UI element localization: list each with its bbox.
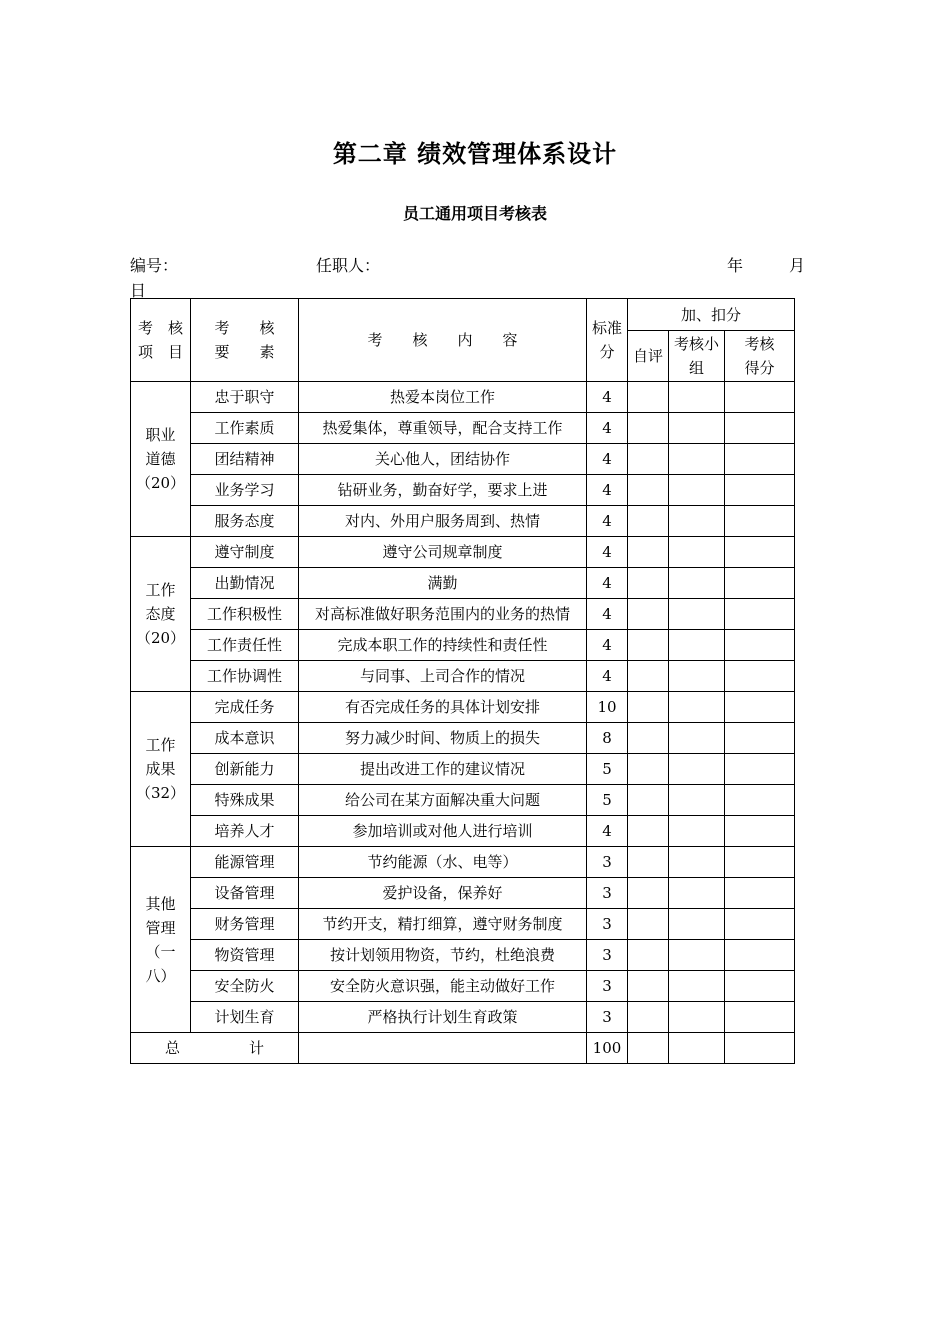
- final-score-cell[interactable]: [725, 971, 795, 1002]
- final-score-cell[interactable]: [725, 568, 795, 599]
- content-cell: 参加培训或对他人进行培训: [299, 816, 587, 847]
- category-label-line: 管理: [145, 918, 176, 937]
- team-eval-cell[interactable]: [669, 785, 725, 816]
- standard-score-cell: 3: [587, 1002, 628, 1033]
- team-eval-cell[interactable]: [669, 940, 725, 971]
- table-row: [131, 785, 795, 816]
- total-final-cell[interactable]: [725, 1033, 795, 1064]
- team-eval-cell[interactable]: [669, 723, 725, 754]
- header-item-line2: 项 目: [137, 343, 183, 361]
- self-eval-cell[interactable]: [628, 847, 669, 878]
- final-score-cell[interactable]: [725, 909, 795, 940]
- header-element-cell: [191, 299, 299, 382]
- header-element-line1: 考 核: [214, 319, 275, 337]
- self-eval-cell[interactable]: [628, 413, 669, 444]
- final-score-cell[interactable]: [725, 940, 795, 971]
- header-std-line1: 标准: [591, 319, 622, 337]
- element-cell: 服务态度: [191, 506, 299, 537]
- header-std-line2: 分: [599, 343, 615, 361]
- standard-score-cell: 4: [587, 599, 628, 630]
- standard-score-cell: 4: [587, 537, 628, 568]
- year-label: 年: [727, 256, 744, 275]
- final-score-cell[interactable]: [725, 537, 795, 568]
- header-score-cell: [725, 331, 795, 382]
- final-score-cell[interactable]: [725, 475, 795, 506]
- table-row: [131, 382, 795, 413]
- month-label: 月: [789, 256, 806, 275]
- total-self-cell[interactable]: [628, 1033, 669, 1064]
- content-cell: 对高标准做好职务范围内的业务的热情: [299, 599, 587, 630]
- header-adjust-cell: 加、扣分: [628, 299, 795, 331]
- element-cell: 完成任务: [191, 692, 299, 723]
- header-row: [131, 299, 795, 331]
- team-eval-cell[interactable]: [669, 630, 725, 661]
- table-row: [131, 413, 795, 444]
- final-score-cell[interactable]: [725, 754, 795, 785]
- table-row: [131, 506, 795, 537]
- team-eval-cell[interactable]: [669, 816, 725, 847]
- standard-score-cell: 3: [587, 878, 628, 909]
- evaluation-table: [130, 298, 795, 1064]
- content-cell: 努力减少时间、物质上的损失: [299, 723, 587, 754]
- self-eval-cell[interactable]: [628, 723, 669, 754]
- team-eval-cell[interactable]: [669, 599, 725, 630]
- final-score-cell[interactable]: [725, 1002, 795, 1033]
- content-cell: 节约开支，精打细算，遵守财务制度: [299, 909, 587, 940]
- team-eval-cell[interactable]: [669, 382, 725, 413]
- self-eval-cell[interactable]: [628, 537, 669, 568]
- header-team-cell: [669, 331, 725, 382]
- final-score-cell[interactable]: [725, 878, 795, 909]
- total-content-cell: [299, 1033, 587, 1064]
- self-eval-cell[interactable]: [628, 661, 669, 692]
- content-cell: 爱护设备，保养好: [299, 878, 587, 909]
- table-row: [131, 1002, 795, 1033]
- self-eval-cell[interactable]: [628, 816, 669, 847]
- header-score-line1: 考核: [744, 335, 775, 353]
- team-eval-cell[interactable]: [669, 661, 725, 692]
- category-label-line: 工作: [145, 736, 176, 754]
- standard-score-cell: 3: [587, 940, 628, 971]
- standard-score-cell: 3: [587, 847, 628, 878]
- category-cell: [131, 382, 191, 537]
- element-cell: 忠于职守: [191, 382, 299, 413]
- content-cell: 遵守公司规章制度: [299, 537, 587, 568]
- element-cell: 遵守制度: [191, 537, 299, 568]
- category-label-line: （32）: [135, 784, 186, 802]
- standard-score-cell: 4: [587, 475, 628, 506]
- standard-score-cell: 5: [587, 785, 628, 816]
- final-score-cell[interactable]: [725, 661, 795, 692]
- element-cell: 工作积极性: [191, 599, 299, 630]
- category-label-line: 职业: [145, 426, 176, 444]
- header-self-cell: 自评: [628, 331, 669, 382]
- self-eval-cell[interactable]: [628, 568, 669, 599]
- final-score-cell[interactable]: [725, 785, 795, 816]
- day-label: 日: [130, 281, 147, 300]
- self-eval-cell[interactable]: [628, 630, 669, 661]
- self-eval-cell[interactable]: [628, 940, 669, 971]
- self-eval-cell[interactable]: [628, 692, 669, 723]
- header-item-cell: [131, 299, 191, 382]
- element-cell: 团结精神: [191, 444, 299, 475]
- final-score-cell[interactable]: [725, 723, 795, 754]
- element-cell: 设备管理: [191, 878, 299, 909]
- final-score-cell[interactable]: [725, 816, 795, 847]
- self-eval-cell[interactable]: [628, 506, 669, 537]
- category-cell: [131, 692, 191, 847]
- element-cell: 安全防火: [191, 971, 299, 1002]
- category-label-line: 八）: [145, 966, 176, 985]
- self-eval-cell[interactable]: [628, 444, 669, 475]
- element-cell: 业务学习: [191, 475, 299, 506]
- standard-score-cell: 4: [587, 661, 628, 692]
- table-row: [131, 444, 795, 475]
- self-eval-cell[interactable]: [628, 475, 669, 506]
- table-row: [131, 723, 795, 754]
- final-score-cell[interactable]: [725, 847, 795, 878]
- person-label: 任职人：: [316, 256, 381, 275]
- category-label-line: （20）: [135, 629, 186, 647]
- self-eval-cell[interactable]: [628, 971, 669, 1002]
- table-row: [131, 971, 795, 1002]
- table-row: [131, 692, 795, 723]
- final-score-cell[interactable]: [725, 692, 795, 723]
- table-row: [131, 599, 795, 630]
- category-label-line: 态度: [145, 605, 176, 623]
- element-cell: 成本意识: [191, 723, 299, 754]
- total-team-cell[interactable]: [669, 1033, 725, 1064]
- content-cell: 钻研业务，勤奋好学，要求上进: [299, 475, 587, 506]
- team-eval-cell[interactable]: [669, 692, 725, 723]
- form-title: 员工通用项目考核表: [402, 204, 547, 223]
- total-score-cell: 100: [587, 1033, 628, 1064]
- total-label-b: 计: [248, 1039, 264, 1057]
- content-cell: 满勤: [299, 568, 587, 599]
- content-cell: 提出改进工作的建议情况: [299, 754, 587, 785]
- content-cell: 给公司在某方面解决重大问题: [299, 785, 587, 816]
- final-score-cell[interactable]: [725, 630, 795, 661]
- element-cell: 财务管理: [191, 909, 299, 940]
- team-eval-cell[interactable]: [669, 878, 725, 909]
- table-row: [131, 630, 795, 661]
- standard-score-cell: 4: [587, 630, 628, 661]
- standard-score-cell: 4: [587, 568, 628, 599]
- team-eval-cell[interactable]: [669, 413, 725, 444]
- self-eval-cell[interactable]: [628, 909, 669, 940]
- element-cell: 计划生育: [191, 1002, 299, 1033]
- header-score-line2: 得分: [744, 359, 775, 377]
- element-cell: 能源管理: [191, 847, 299, 878]
- table-row: [131, 754, 795, 785]
- final-score-cell[interactable]: [725, 413, 795, 444]
- element-cell: 物资管理: [191, 940, 299, 971]
- category-cell: [131, 847, 191, 1033]
- self-eval-cell[interactable]: [628, 1002, 669, 1033]
- header-std-cell: [587, 299, 628, 382]
- header-team-line2: 组: [688, 359, 704, 377]
- content-cell: 关心他人，团结协作: [299, 444, 587, 475]
- team-eval-cell[interactable]: [669, 475, 725, 506]
- element-cell: 创新能力: [191, 754, 299, 785]
- team-eval-cell[interactable]: [669, 909, 725, 940]
- final-score-cell[interactable]: [725, 599, 795, 630]
- content-cell: 安全防火意识强，能主动做好工作: [299, 971, 587, 1002]
- table-row: [131, 568, 795, 599]
- standard-score-cell: 10: [587, 692, 628, 723]
- element-cell: 工作协调性: [191, 661, 299, 692]
- standard-score-cell: 3: [587, 971, 628, 1002]
- content-cell: 按计划领用物资，节约，杜绝浪费: [299, 940, 587, 971]
- standard-score-cell: 4: [587, 816, 628, 847]
- content-cell: 节约能源（水、电等）: [299, 847, 587, 878]
- self-eval-cell[interactable]: [628, 785, 669, 816]
- team-eval-cell[interactable]: [669, 506, 725, 537]
- element-cell: 工作责任性: [191, 630, 299, 661]
- table-row: [131, 847, 795, 878]
- content-cell: 有否完成任务的具体计划安排: [299, 692, 587, 723]
- team-eval-cell[interactable]: [669, 847, 725, 878]
- self-eval-cell[interactable]: [628, 382, 669, 413]
- chapter-title: 第二章 绩效管理体系设计: [332, 139, 618, 168]
- standard-score-cell: 4: [587, 382, 628, 413]
- standard-score-cell: 3: [587, 909, 628, 940]
- element-cell: 出勤情况: [191, 568, 299, 599]
- self-eval-cell[interactable]: [628, 754, 669, 785]
- category-label-line: （20）: [135, 474, 186, 492]
- category-label-line: 工作: [145, 581, 176, 599]
- final-score-cell[interactable]: [725, 382, 795, 413]
- total-label-cell: [131, 1033, 299, 1064]
- content-cell: 严格执行计划生育政策: [299, 1002, 587, 1033]
- self-eval-cell[interactable]: [628, 878, 669, 909]
- category-label-line: （一: [145, 942, 176, 961]
- table-row: [131, 537, 795, 568]
- content-cell: 对内、外用户服务周到、热情: [299, 506, 587, 537]
- category-label-line: 道德: [145, 450, 176, 468]
- team-eval-cell[interactable]: [669, 754, 725, 785]
- header-team-line1: 考核小: [673, 335, 719, 353]
- content-cell: 热爱本岗位工作: [299, 382, 587, 413]
- category-cell: [131, 537, 191, 692]
- table-row: [131, 816, 795, 847]
- category-label-line: 成果: [145, 760, 176, 778]
- final-score-cell[interactable]: [725, 506, 795, 537]
- team-eval-cell[interactable]: [669, 444, 725, 475]
- team-eval-cell[interactable]: [669, 1002, 725, 1033]
- standard-score-cell: 4: [587, 413, 628, 444]
- table-row: [131, 475, 795, 506]
- total-row: [131, 1033, 795, 1064]
- content-cell: 与同事、上司合作的情况: [299, 661, 587, 692]
- final-score-cell[interactable]: [725, 444, 795, 475]
- table-row: [131, 661, 795, 692]
- standard-score-cell: 8: [587, 723, 628, 754]
- table-row: [131, 940, 795, 971]
- team-eval-cell[interactable]: [669, 568, 725, 599]
- table-row: [131, 878, 795, 909]
- header-element-line2: 要 素: [214, 343, 275, 361]
- total-label-a: 总: [165, 1039, 181, 1057]
- table-row: [131, 909, 795, 940]
- team-eval-cell[interactable]: [669, 971, 725, 1002]
- standard-score-cell: 4: [587, 506, 628, 537]
- standard-score-cell: 5: [587, 754, 628, 785]
- category-label-line: 其他: [145, 894, 176, 913]
- header-item-line1: 考 核: [137, 319, 183, 337]
- element-cell: 特殊成果: [191, 785, 299, 816]
- content-cell: 完成本职工作的持续性和责任性: [299, 630, 587, 661]
- content-cell: 热爱集体，尊重领导，配合支持工作: [299, 413, 587, 444]
- self-eval-cell[interactable]: [628, 599, 669, 630]
- header-content-cell: 考 核 内 容: [299, 299, 587, 382]
- team-eval-cell[interactable]: [669, 537, 725, 568]
- element-cell: 培养人才: [191, 816, 299, 847]
- number-label: 编号：: [130, 256, 179, 275]
- element-cell: 工作素质: [191, 413, 299, 444]
- standard-score-cell: 4: [587, 444, 628, 475]
